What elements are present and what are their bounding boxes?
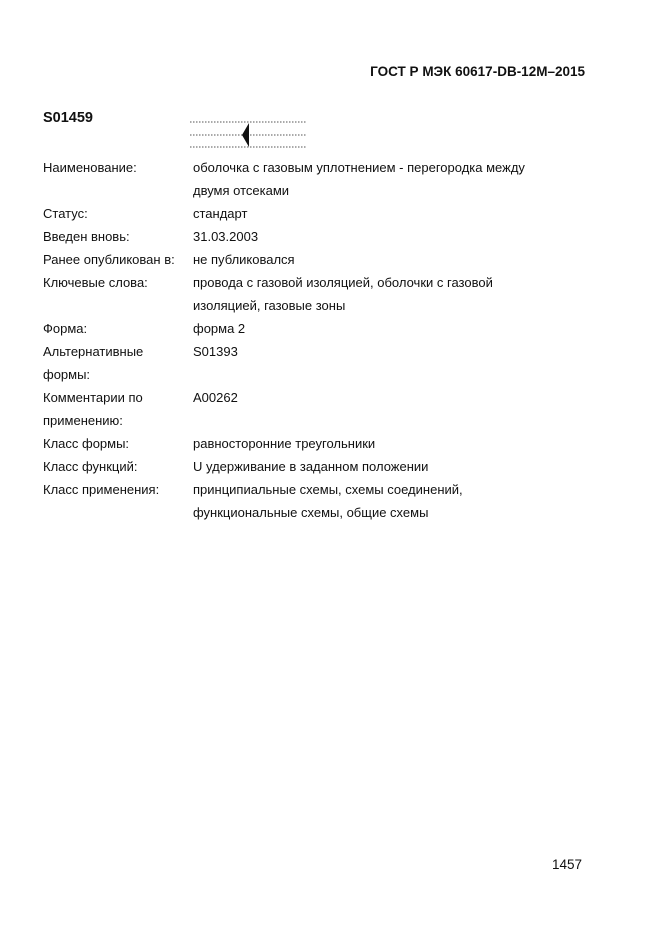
field-label: Класс функций: [43,459,138,474]
field-value: не публиковался [193,252,295,267]
field-label: Введен вновь: [43,229,130,244]
field-value: U удерживание в заданном положении [193,459,429,474]
field-label: Ключевые слова: [43,275,148,290]
field-value: равносторонние треугольники [193,436,376,451]
field-row [43,386,563,432]
symbol-code: S01459 [43,110,93,126]
field-row [43,248,563,271]
field-label: Класс формы: [43,436,130,451]
field-label: Статус: [43,206,88,221]
field-row [43,455,563,478]
field-row [43,271,563,317]
field-value: оболочка с газовым уплотнением - перегородка между двумя отсеками [193,160,525,198]
symbol-graphic-icon [190,112,310,154]
field-value: S01393 [193,344,238,359]
field-value: провода с газовой изоляцией, оболочки с газовой изоляцией, газовые зоны [193,275,493,313]
field-row [43,156,563,202]
field-row [43,225,563,248]
field-row [43,317,563,340]
field-row [43,478,563,524]
field-row [43,340,563,386]
standard-header: ГОСТ Р МЭК 60617-DB-12M–2015 [370,64,585,79]
field-label: Комментарии по применению: [43,390,143,428]
field-label: Класс применения: [43,482,160,497]
field-list [43,156,563,524]
field-value: 31.03.2003 [193,229,259,244]
field-row [43,432,563,455]
field-label: Форма: [43,321,88,336]
page-number: 1457 [551,857,582,872]
field-label: Ранее опубликован в: [43,252,175,267]
field-value: A00262 [193,390,238,405]
field-value: форма 2 [193,321,246,336]
field-label: Альтернативные формы: [43,344,144,382]
field-row [43,202,563,225]
field-value: принципиальные схемы, схемы соединений, функциональные схемы, общие схемы [193,482,463,520]
field-label: Наименование: [43,160,137,175]
field-value: стандарт [193,206,248,221]
